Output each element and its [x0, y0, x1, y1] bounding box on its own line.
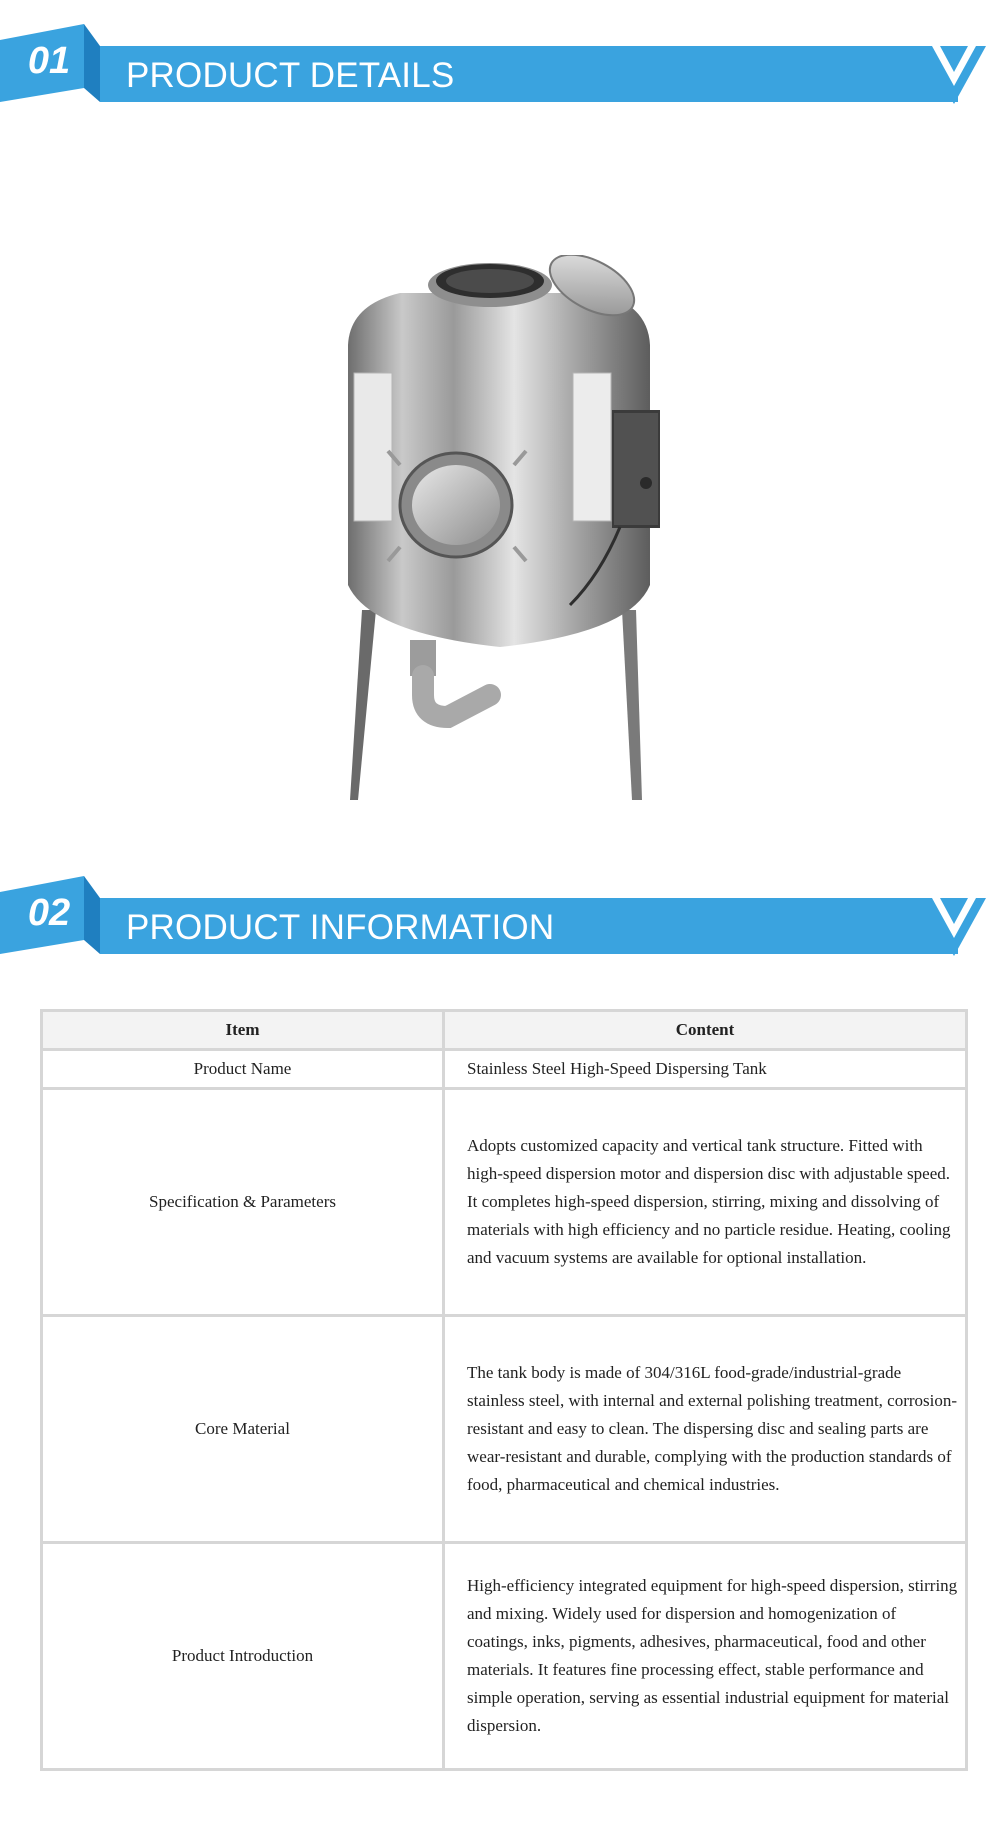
brand-chevron-icon [918, 894, 988, 964]
row-content-cell: Stainless Steel High-Speed Dispersing Tank [444, 1050, 967, 1089]
section-number: 02 [27, 892, 71, 934]
column-header-content: Content [444, 1011, 967, 1050]
table-row [42, 1089, 967, 1316]
section-banner-product-details [0, 24, 1000, 104]
table-header-row [42, 1011, 967, 1050]
section-title: PRODUCT INFORMATION [126, 908, 555, 947]
product-information-table [40, 1009, 968, 1771]
product-image-dispersing-tank [330, 255, 690, 815]
row-content-cell: The tank body is made of 304/316L food-grade/industrial-grade stainless steel, with internal and external polishing treatment, corrosion-resistant and easy to clean. The dispersing disc and sealing parts are wear-resistant and durable, complying with the production standards of food, pharmaceutical and chemical industries. [444, 1316, 967, 1543]
row-item-cell: Specification & Parameters [42, 1089, 444, 1316]
column-header-item: Item [42, 1011, 444, 1050]
row-item-cell: Product Introduction [42, 1543, 444, 1770]
section-title: PRODUCT DETAILS [126, 56, 455, 95]
table-row [42, 1543, 967, 1770]
section-banner-product-information [0, 876, 1000, 956]
row-item-cell: Product Name [42, 1050, 444, 1089]
table-row [42, 1316, 967, 1543]
row-content-cell: Adopts customized capacity and vertical tank structure. Fitted with high-speed dispersion motor and dispersion disc with adjustable speed. It completes high-speed dispersion, stirring, mixing and dissolving of materials with high efficiency and no particle residue. Heating, cooling and vacuum systems are available for optional installation. [444, 1089, 967, 1316]
table-row [42, 1050, 967, 1089]
row-content-cell: High-efficiency integrated equipment for high-speed dispersion, stirring and mixing. Widely used for dispersion and homogenization of coatings, inks, pigments, adhesives, pharmaceutical, food and other materials. It features fine processing effect, stable performance and simple operation, serving as essential industrial equipment for material dispersion. [444, 1543, 967, 1770]
row-item-cell: Core Material [42, 1316, 444, 1543]
section-number: 01 [27, 40, 71, 82]
brand-chevron-icon [918, 42, 988, 112]
